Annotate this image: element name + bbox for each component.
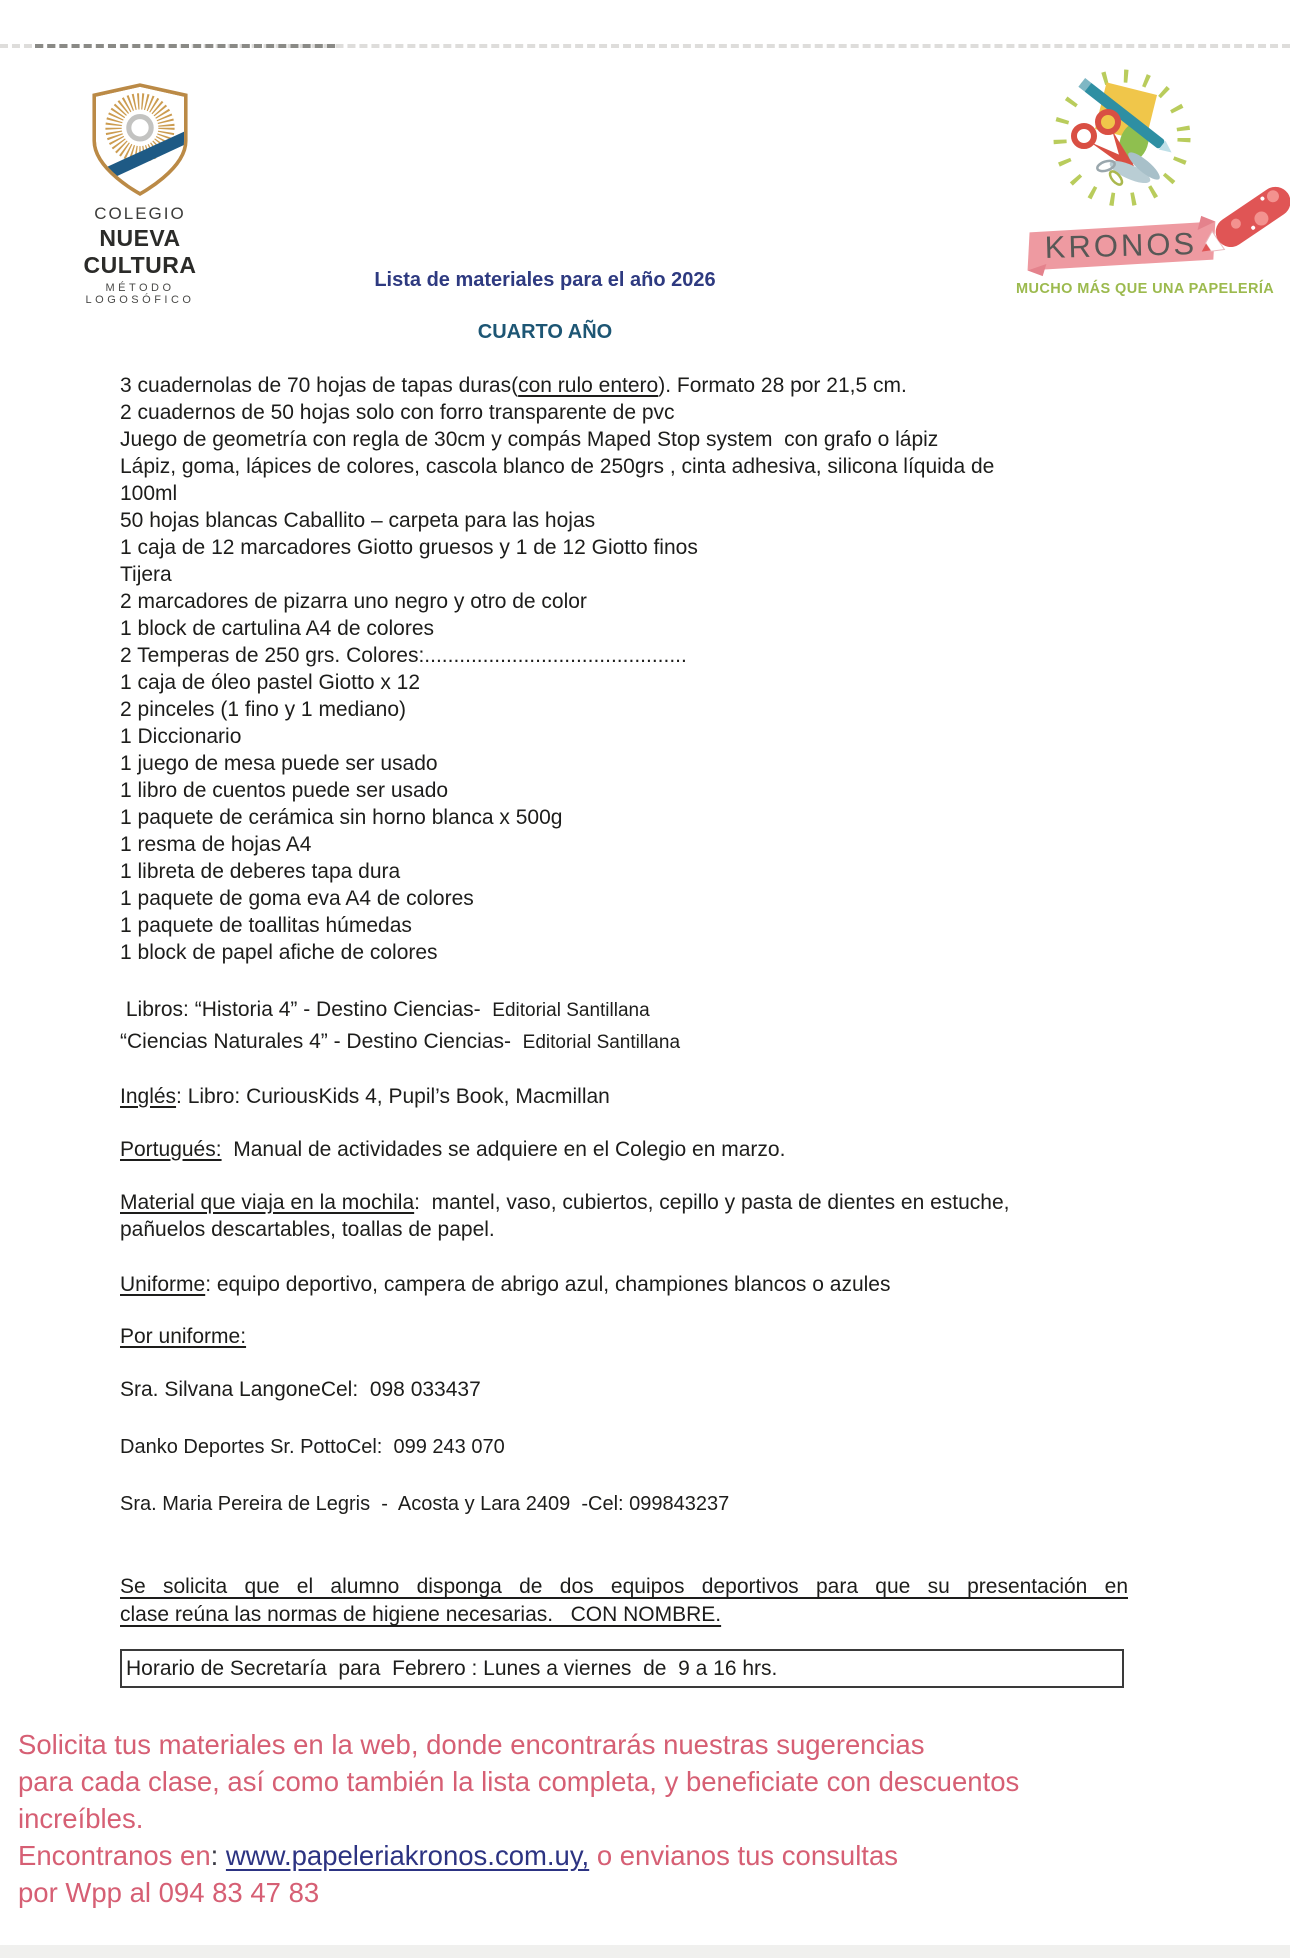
section-uniforme: Uniforme: equipo deportivo, campera de abrigo azul, championes blancos o azules	[120, 1273, 891, 1296]
section-mochila-line2: pañuelos descartables, toallas de papel.	[120, 1218, 495, 1241]
section-portugues: Portugués: Manual de actividades se adquiere en el Colegio en marzo.	[120, 1138, 786, 1161]
material-item: Lápiz, goma, lápices de colores, cascola blanco de 250grs , cinta adhesiva, silicona líquida de	[120, 455, 995, 478]
contact-maria: Sra. Maria Pereira de Legris - Acosta y Lara 2409 -Cel: 099843237	[120, 1493, 730, 1515]
scan-artifact-bottom-bar	[0, 1945, 1290, 1958]
page-title: Lista de materiales para el año 2026	[374, 269, 716, 291]
material-item: 1 paquete de toallitas húmedas	[120, 914, 412, 937]
section-mochila: Material que viaja en la mochila: mantel, vaso, cubiertos, cepillo y pasta de dientes en estuche,	[120, 1191, 1010, 1214]
sports-uniform-notice	[120, 1573, 1128, 1629]
material-item: 1 block de papel afiche de colores	[120, 941, 438, 964]
section-ingles: Inglés: Libro: CuriousKids 4, Pupil’s Book, Macmillan	[120, 1085, 610, 1108]
footer-line5: por Wpp al 094 83 47 83	[18, 1877, 320, 1908]
editorial-label: Editorial Santillana	[492, 1000, 650, 1021]
document-body	[120, 0, 1128, 1688]
material-item: 1 juego de mesa puede ser usado	[120, 752, 438, 775]
material-item: 2 Temperas de 250 grs. Colores:.............................................	[120, 644, 687, 667]
material-item: 1 libreta de deberes tapa dura	[120, 860, 401, 883]
book-line-ciencias: “Ciencias Naturales 4” - Destino Ciencias- Editorial Santillana	[120, 1030, 681, 1053]
material-item: Tijera	[120, 563, 172, 586]
kronos-logo	[1012, 50, 1290, 297]
footer-line4: Encontranos en: www.papeleriakronos.com.uy, o envianos tus consultas	[18, 1840, 898, 1871]
grade-subtitle: CUARTO AÑO	[477, 321, 613, 343]
school-name-colegio: COLEGIO	[94, 204, 186, 223]
footer-line2: para cada clase, así como también la lista completa, y beneficiate con descuentos	[18, 1766, 1020, 1797]
material-item: 1 paquete de cerámica sin horno blanca x 500g	[120, 806, 563, 829]
kronos-footer	[18, 1726, 1268, 1911]
materials-list	[120, 372, 1128, 966]
material-item: 1 paquete de goma eva A4 de colores	[120, 887, 474, 910]
material-item: 3 cuadernolas de 70 hojas de tapas duras(con rulo entero). Formato 28 por 21,5 cm.	[120, 374, 907, 397]
books-section	[120, 996, 1128, 1056]
material-item: 50 hojas blancas Caballito – carpeta para las hojas	[120, 509, 596, 532]
material-item: 1 libro de cuentos puede ser usado	[120, 779, 449, 802]
contact-silvana: Sra. Silvana LangoneCel: 098 033437	[120, 1378, 481, 1401]
editorial-label: Editorial Santillana	[522, 1032, 681, 1053]
school-name-main: NUEVA CULTURA	[83, 225, 197, 278]
material-item: 2 cuadernos de 50 hojas solo con forro transparente de pvc	[120, 401, 675, 424]
footer-line1: Solicita tus materiales en la web, donde encontrarás nuestras sugerencias	[18, 1729, 925, 1760]
material-item: Juego de geometría con regla de 30cm y compás Maped Stop system con grafo o lápiz	[120, 428, 939, 451]
kronos-banner	[1026, 216, 1216, 277]
material-item: 1 Diccionario	[120, 725, 242, 748]
shield-icon	[50, 82, 230, 198]
svg-text:KRONOS: KRONOS	[1044, 226, 1198, 266]
section-por-uniforme: Por uniforme:	[120, 1325, 247, 1348]
website-link[interactable]: www.papeleriakronos.com.uy,	[225, 1840, 590, 1871]
school-logo	[50, 82, 230, 306]
material-item: 1 resma de hojas A4	[120, 833, 312, 856]
material-item: 2 marcadores de pizarra uno negro y otro de color	[120, 590, 587, 613]
material-item: 1 block de cartulina A4 de colores	[120, 617, 435, 640]
notice-line1: Se solicita que el alumno disponga de dos equipos deportivos para que su presentación en	[120, 1575, 1128, 1598]
material-item: 2 pinceles (1 fino y 1 mediano)	[120, 698, 406, 721]
notice-line2: clase reúna las normas de higiene necesarias. CON NOMBRE.	[120, 1603, 722, 1626]
material-item: 1 caja de óleo pastel Giotto x 12	[120, 671, 421, 694]
footer-line3: increíbles.	[18, 1803, 144, 1834]
kronos-art-icon	[1012, 50, 1290, 280]
school-motto: MÉTODO LOGOSÓFICO	[85, 282, 195, 306]
kronos-tagline: MUCHO MÁS QUE UNA PAPELERÍA	[1016, 281, 1275, 297]
scan-artifact-dashed-line-dark	[35, 44, 335, 48]
secretary-schedule-box: Horario de Secretaría para Febrero : Lunes a viernes de 9 a 16 hrs.	[120, 1649, 1124, 1688]
contact-danko: Danko Deportes Sr. PottoCel: 099 243 070	[120, 1436, 505, 1458]
material-item: 1 caja de 12 marcadores Giotto gruesos y 1 de 12 Giotto finos	[120, 536, 698, 559]
material-item: 100ml	[120, 482, 178, 505]
book-line-historia: Libros: “Historia 4” - Destino Ciencias- Editorial Santillana	[120, 998, 650, 1021]
